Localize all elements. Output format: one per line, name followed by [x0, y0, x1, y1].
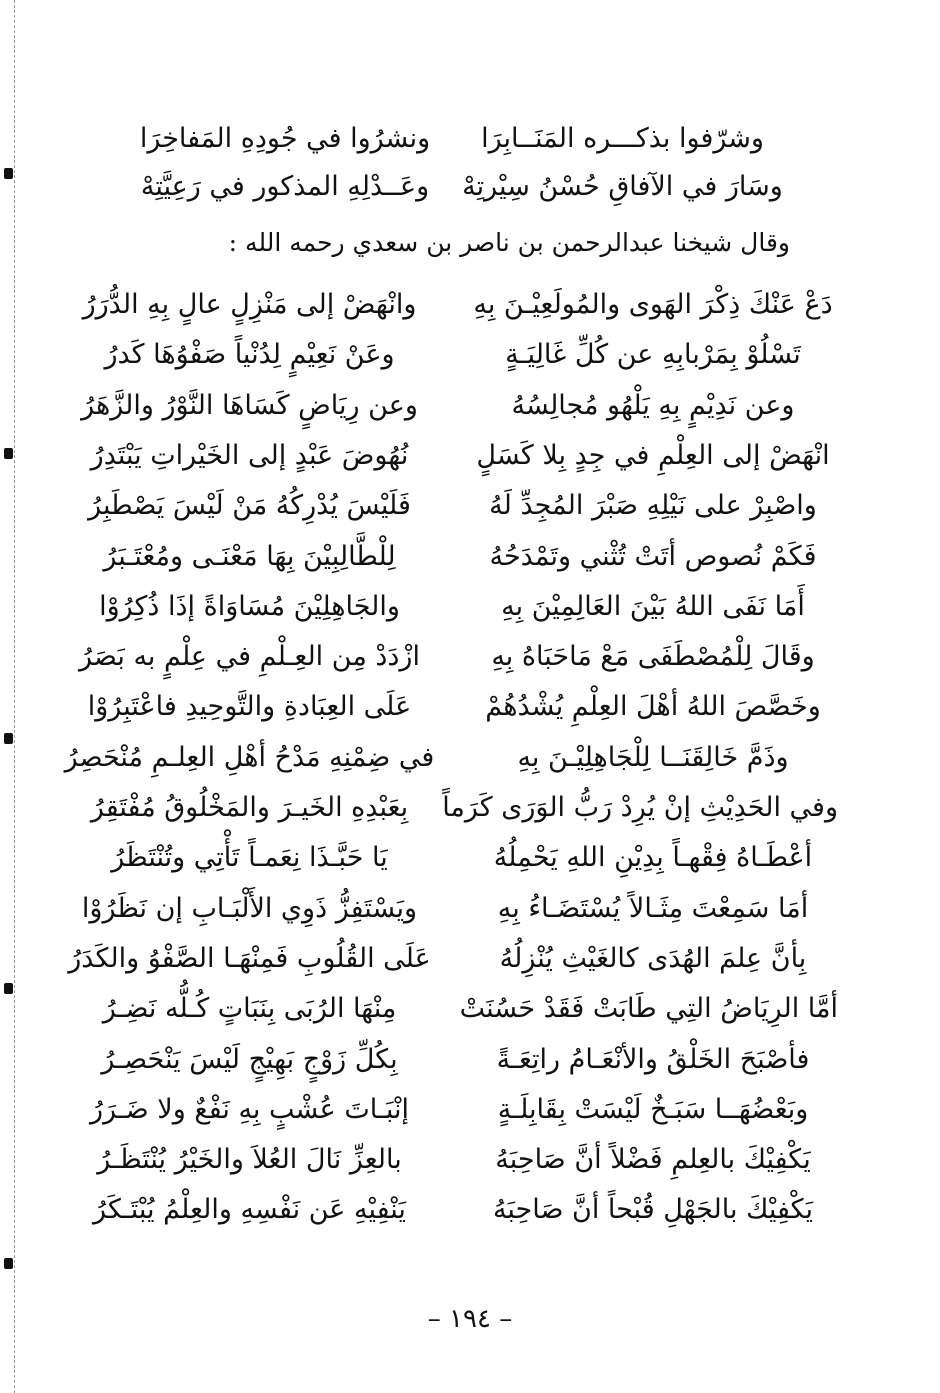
- top-verse-2-second: وعَــدْلِهِ المذكور في رَعِيَّتِهْ: [140, 171, 430, 202]
- verse-12-first-hemistich: أعْطَـاهُ فِقْهـاً بِدِيْنِ اللهِ يَحْمِلُهُ: [493, 842, 813, 873]
- verse-14-first-hemistich: بِأنَّ عِلمَ الهُدَى كالغَيْثِ يُنْزِلُهُ: [499, 943, 807, 974]
- verse-4-second-hemistich: نُهُوضَ عَبْدٍ إلى الخَيْراتِ يَبْتَدِرُ: [90, 440, 409, 471]
- binding-margin-line: [14, 0, 15, 1393]
- verse-13-second-hemistich: ويَسْتَفِزُّ ذَوِي الأَلْبَـابِ إن نَظَرُوْا: [81, 893, 418, 924]
- verse-5-first-hemistich: واصْبِرْ على نَيْلِهِ صَبْرَ المُجِدِّ لَهُ: [489, 490, 817, 521]
- verse-4-first-hemistich: انْهَضْ إلى العِلْمِ في جِدٍ بِلا كَسَلٍ: [476, 440, 830, 471]
- top-verse-1-first: وشرّفوا بذكـــره المَنَــابِرَا: [481, 123, 764, 154]
- verse-16-first-hemistich: فأصْبَحَ الخَلْقُ والأنْعَـامُ راتِعَـةً: [496, 1044, 810, 1075]
- verse-14-second-hemistich: عَلَى القُلُوبِ فَمِنْهَـا الصَّفْوُ والكَدَرُ: [68, 943, 431, 974]
- verse-11-second-hemistich: بِعَبْدِهِ الخَيـرَ والمَخْلُوقُ مُفْتَقِرُ: [90, 792, 409, 823]
- verse-8-second-hemistich: ازْدَدْ مِن العِـلْمِ في عِلْمٍ به بَصَرُ: [79, 641, 420, 672]
- verse-18-second-hemistich: بالعِزِّ نَالَ العُلاَ والخَيْرُ يُنْتَظَـرُ: [97, 1144, 402, 1175]
- verse-3-second-hemistich: وعن رِيَاضٍ كَسَاهَا النَّوْرُ والزَّهَرُ: [81, 390, 418, 421]
- verse-16-second-hemistich: بِكُلِّ زَوْجٍ بَهِيْجٍ لَيْسَ يَنْحَصِـرُ: [101, 1044, 398, 1075]
- page-number: – ١٩٤ –: [427, 1304, 513, 1334]
- verse-6-first-hemistich: فَكَمْ نُصوص أتَتْ تُثْني وتَمْدَحُهُ: [489, 541, 817, 572]
- verse-11-first-hemistich: وفي الحَدِيْثِ إنْ يُرِدْ رَبُّ الوَرَى كَرَماً: [442, 792, 838, 823]
- margin-marker: [4, 733, 13, 744]
- verse-15-second-hemistich: مِنْهَا الرُبَى بِنَبَاتٍ كُـلُّه نَضِـرُ: [102, 993, 397, 1024]
- verse-19-second-hemistich: يَنْفِيْهِ عَن نَفْسِهِ والعِلْمُ يُبْتَـكَرُ: [93, 1194, 406, 1225]
- margin-marker: [4, 1258, 13, 1269]
- verse-8-first-hemistich: وقَالَ لِلْمُصْطَفَى مَعْ مَاحَبَاهُ بِهِ: [491, 641, 815, 672]
- verse-18-first-hemistich: يَكْفِيْكَ بالعِلمِ فَضْلاً أنَّ صَاحِبَهُ: [495, 1144, 811, 1175]
- verse-19-first-hemistich: يَكْفِيْكَ بالجَهْلِ قُبْحاً أنَّ صَاحِبَهُ: [492, 1194, 814, 1225]
- verse-9-second-hemistich: عَلَى العِبَادةِ والتَّوحِيدِ فاعْتَبِرُوْا: [87, 691, 412, 722]
- verse-3-first-hemistich: وعن نَدِيْمٍ بِهِ يَلْهُو مُجالِسُهُ: [511, 390, 795, 421]
- verse-10-second-hemistich: في ضِمْنِهِ مَدْحُ أهْلِ العِلـمِ مُنْحَصِرُ: [64, 742, 435, 773]
- top-verse-1-second: ونشرُوا في جُودِهِ المَفاخِرَا: [139, 123, 431, 154]
- top-verse-2-first: وسَارَ في الآفاقِ حُسْنُ سِيْرتِهْ: [462, 171, 783, 202]
- verse-9-first-hemistich: وخَصَّصَ اللهُ أهْلَ العِلْمِ يُشْدُهُمْ: [485, 691, 821, 722]
- verse-7-second-hemistich: والجَاهِلِيْنَ مُسَاوَاةً إذَا ذُكِرُوْا: [99, 591, 400, 622]
- verse-12-second-hemistich: يَا حَبَّـذَا نِعَمـاً تَأْتِي وتُنْتَظَرُ: [111, 842, 388, 873]
- verse-1-second-hemistich: وانْهَضْ إلى مَنْزِلٍ عالٍ بِهِ الدُّرَرُ: [82, 289, 417, 320]
- verse-1-first-hemistich: دَعْ عَنْكَ ذِكْرَ الهَوى والمُولَعِيْـنَ بِهِ: [473, 289, 833, 320]
- verse-17-second-hemistich: إنْبَـاتَ عُشْبٍ بِهِ نَفْعٌ ولا ضَـرَرُ: [89, 1094, 410, 1125]
- verse-6-second-hemistich: لِلْطَّالِبِيْنَ بِهَا مَعْنَـى ومُعْتَـبَرُ: [103, 541, 396, 572]
- verse-2-first-hemistich: تَسْلُوْ بِمَرْبابِهِ عن كُلِّ غَالِيَـةٍ: [505, 339, 801, 370]
- verse-13-first-hemistich: أمَا سَمِعْتَ مِثَـالاً يُسْتَضَـاءُ بِهِ: [497, 893, 809, 924]
- margin-marker: [4, 448, 13, 459]
- margin-marker: [4, 983, 13, 994]
- verse-15-first-hemistich: أمَّا الرِيَاضُ التِي طَابَتْ فَقَدْ حَسُنَتْ: [459, 993, 838, 1024]
- verse-10-first-hemistich: وذَمَّ خَالِقَنَــا لِلْجَاهِلِيْـنَ بِهِ: [517, 742, 789, 773]
- margin-marker: [4, 168, 13, 179]
- verse-5-second-hemistich: فَلَيْسَ يُدْرِكُهُ مَنْ لَيْسَ يَصْطَبِرُ: [88, 490, 411, 521]
- poem-intro: وقال شيخنا عبدالرحمن بن ناصر بن سعدي رحمه الله :: [228, 228, 790, 257]
- verse-17-first-hemistich: وبَعْضُهَــا سَبَـخٌ لَيْسَتْ بِقَابِلَـةٍ: [497, 1094, 809, 1125]
- verse-2-second-hemistich: وعَنْ نَعِيْمٍ لِدُنْياً صَفْوُهَا كَدرُ: [104, 339, 395, 370]
- verse-7-first-hemistich: أَمَا نَفَى اللهُ بَيْنَ العَالِمِيْنَ بِهِ: [501, 591, 805, 622]
